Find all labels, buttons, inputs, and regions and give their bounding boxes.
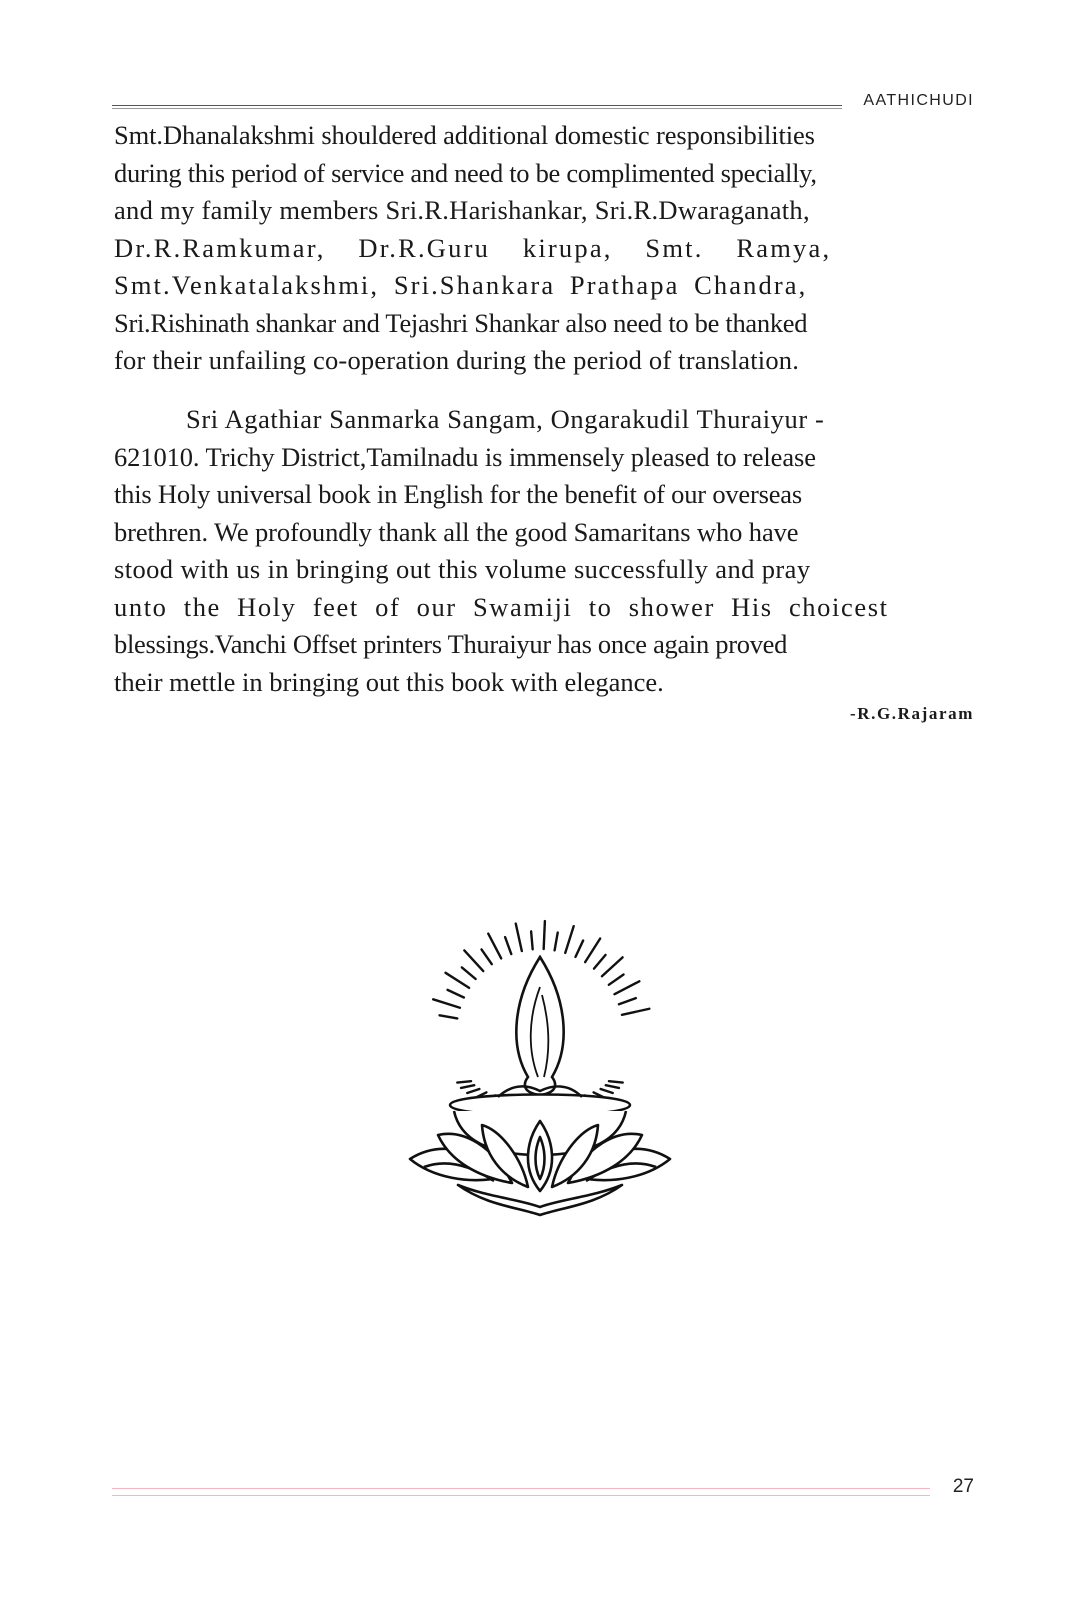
- light-ray: [505, 937, 511, 954]
- light-ray: [555, 933, 558, 951]
- header-title: AATHICHUDI: [863, 92, 974, 109]
- flame: [516, 957, 563, 1095]
- light-ray: [448, 990, 464, 998]
- light-ray: [516, 924, 522, 951]
- page-number: 27: [952, 1476, 974, 1497]
- text-line: this Holy universal book in English for the benefit of our overseas: [114, 479, 802, 509]
- light-ray: [462, 967, 476, 979]
- light-ray: [615, 981, 640, 994]
- light-ray: [531, 931, 533, 949]
- text-line: during this period of service and need to be complimented specially,: [114, 157, 817, 188]
- oil-lamp-on-lotus-icon: [398, 915, 682, 1225]
- text-line: unto the Holy feet of our Swamiji to shower His choicest: [114, 591, 889, 622]
- light-ray: [609, 974, 624, 984]
- light-ray: [481, 949, 491, 964]
- light-ray: [602, 957, 623, 976]
- text-line: for their unfailing co-operation during the period of translation.: [114, 345, 800, 375]
- signature: -R.G.Rajaram: [849, 704, 974, 723]
- light-ray: [446, 973, 470, 988]
- lotus: [410, 1121, 670, 1215]
- text-line: 621010. Trichy District,Tamilnadu is immensely pleased to release: [114, 441, 816, 472]
- text-line: and my family members Sri.R.Harishankar, Sri.R.Dwaraganath,: [114, 195, 810, 225]
- text-line: [114, 401, 974, 439]
- light-ray: [440, 1015, 458, 1018]
- paragraph-acknowledgement-family: [114, 117, 974, 380]
- light-ray: [464, 950, 483, 971]
- running-header: [112, 92, 974, 112]
- light-ray: [467, 1089, 479, 1093]
- light-ray: [606, 1085, 619, 1088]
- light-ray: [544, 921, 545, 949]
- light-ray: [601, 1089, 613, 1093]
- light-ray: [488, 934, 501, 959]
- text-line: brethren. We profoundly thank all the good Samaritans who have: [114, 516, 799, 547]
- text-line: Smt.Venkatalakshmi, Sri.Shankara Prathapa Chandra,: [114, 270, 808, 300]
- paragraph-acknowledgement-sangam: [114, 401, 974, 701]
- light-ray: [622, 1009, 649, 1015]
- light-ray: [565, 926, 573, 953]
- light-ray: [585, 939, 600, 963]
- footer-rule: [112, 1488, 930, 1496]
- text-line: their mettle in bringing out this book with elegance.: [114, 666, 664, 697]
- text-line: Smt.Dhanalakshmi shouldered additional domestic responsibilities: [114, 120, 815, 150]
- header-rule: [112, 105, 842, 109]
- light-ray: [619, 998, 636, 1004]
- light-ray: [461, 1085, 474, 1088]
- light-ray: [433, 999, 460, 1007]
- light-ray: [594, 955, 606, 969]
- light-ray: [575, 941, 583, 957]
- text-line: stood with us in bringing out this volume successfully and pray: [114, 554, 811, 584]
- light-ray: [609, 1081, 623, 1082]
- text-line: blessings.Vanchi Offset printers Thuraiyur has once again proved: [114, 629, 788, 659]
- text-line-content: Sri Agathiar Sanmarka Sangam, Ongarakudil Thuraiyur -: [186, 404, 825, 434]
- text-line: Dr.R.Ramkumar, Dr.R.Guru kirupa, Smt. Ramya,: [114, 232, 832, 263]
- light-ray: [457, 1081, 471, 1082]
- text-line: Sri.Rishinath shankar and Tejashri Shankar also need to be thanked: [114, 307, 808, 338]
